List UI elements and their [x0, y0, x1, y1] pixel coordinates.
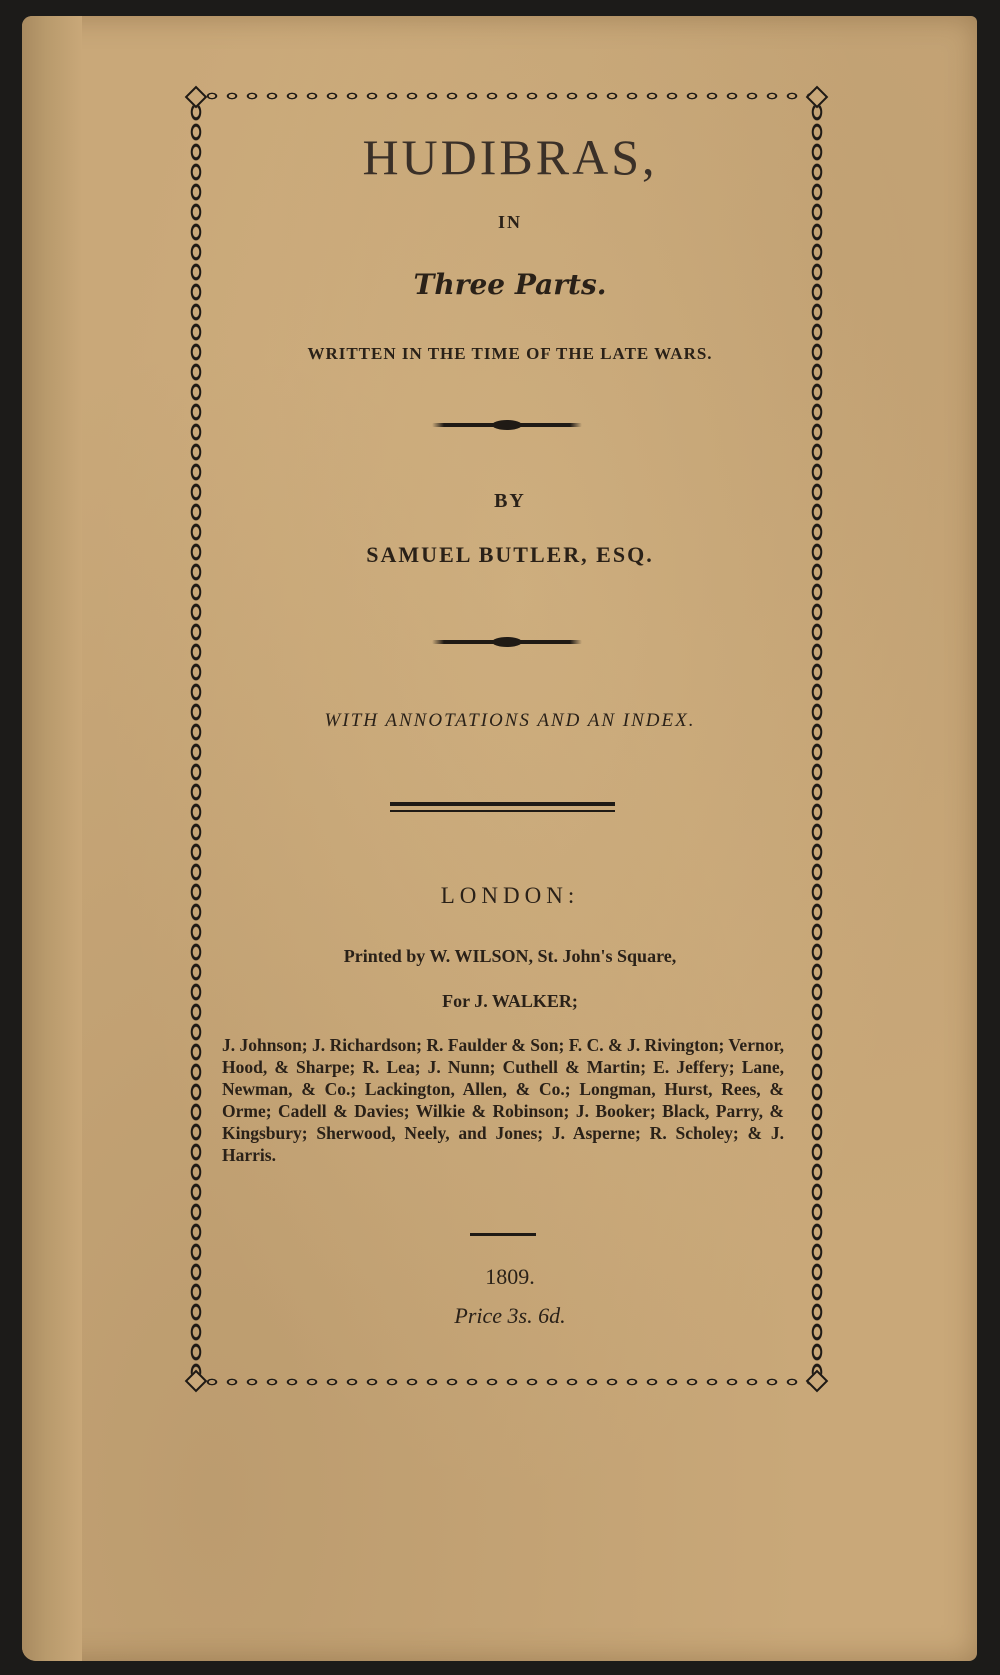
- title-in: IN: [497, 212, 522, 232]
- annotations-line: WITH ANNOTATIONS AND AN INDEX.: [324, 710, 696, 731]
- double-rule: [390, 802, 615, 812]
- short-rule: [470, 1233, 536, 1236]
- imprint-city: LONDON:: [440, 883, 580, 908]
- book-title: HUDIBRAS,: [362, 129, 658, 185]
- by-line: BY: [494, 490, 526, 512]
- chain-border-top: [202, 88, 811, 104]
- publication-year: 1809.: [485, 1264, 535, 1289]
- book-spine: [22, 16, 82, 1661]
- price-line: Price 3s. 6d.: [454, 1303, 566, 1328]
- chain-border-bottom: [202, 1374, 811, 1390]
- ornamental-rule-1: [432, 423, 582, 427]
- three-parts-subtitle: Three Parts.: [413, 268, 607, 301]
- chain-border-right: [809, 102, 825, 1376]
- printer-line: Printed by W. WILSON, St. John's Square,: [343, 946, 677, 966]
- ornamental-rule-2: [432, 640, 582, 644]
- booksellers-list: J. Johnson; J. Richardson; R. Faulder & Son; F. C. & J. Rivington; Vernor, Hood, & Sharpe; R. Lea; J. Nunn; Cuthell & Martin; E. Jeffery; Lane, Newman, & Co.; Lackington, Allen, & Co.; Longman, Hurst, Rees, & Orme; Cadell & Davies; Wilkie & Robinson; J. Booker; Black, Parry, & Kingsbury; Sherwood, Neely, and Jones; J. Asperne; R. Scholey; & J. Harris.: [222, 1035, 784, 1165]
- chain-border-left: [188, 102, 204, 1376]
- publisher-line: For J. WALKER;: [442, 991, 578, 1011]
- author-name: SAMUEL BUTLER, ESQ.: [366, 542, 654, 567]
- written-line: WRITTEN IN THE TIME OF THE LATE WARS.: [307, 344, 713, 363]
